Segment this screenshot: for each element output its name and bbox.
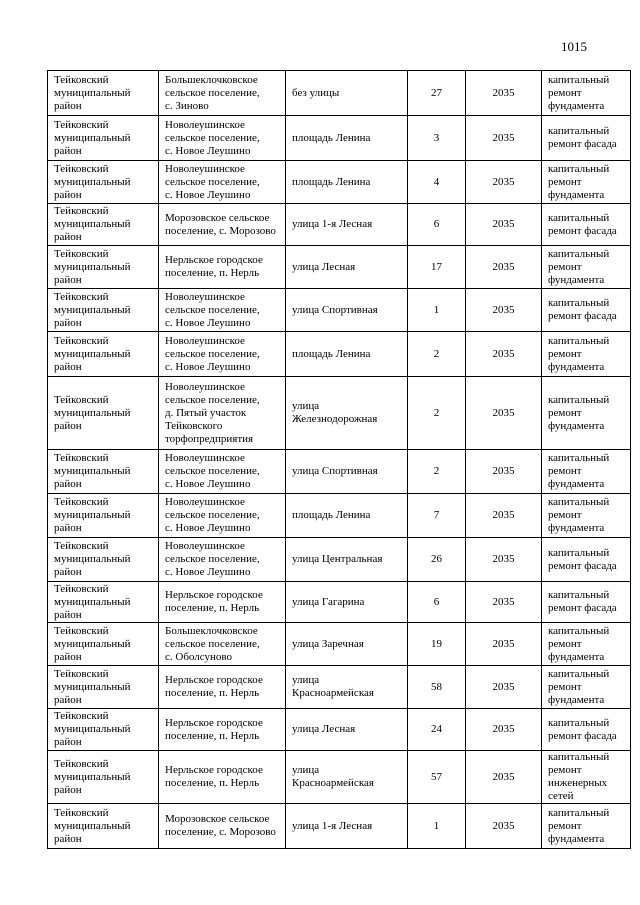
street-cell: улица Красноармейская: [286, 666, 408, 709]
work-type-cell: капитальный ремонт фундамента: [542, 450, 631, 494]
district-cell: Тейковский муниципальный район: [48, 582, 159, 623]
table-row: [48, 494, 631, 538]
work-type-cell: капитальный ремонт фасада: [542, 204, 631, 246]
settlement-cell: Нерльское городское поселение, п. Нерль: [159, 751, 286, 804]
street-cell: улица Спортивная: [286, 289, 408, 332]
table-row: [48, 204, 631, 246]
table-row: [48, 709, 631, 751]
year-cell: 2035: [466, 751, 542, 804]
year-cell: 2035: [466, 623, 542, 666]
house-number-cell: 57: [408, 751, 466, 804]
table-body: [48, 71, 631, 849]
work-type-cell: капитальный ремонт фундамента: [542, 246, 631, 289]
house-number-cell: 2: [408, 377, 466, 450]
street-cell: улица Центральная: [286, 538, 408, 582]
district-cell: Тейковский муниципальный район: [48, 161, 159, 204]
street-cell: площадь Ленина: [286, 161, 408, 204]
settlement-cell: Нерльское городское поселение, п. Нерль: [159, 666, 286, 709]
settlement-cell: Новолеушинское сельское поселение, с. Новое Леушино: [159, 289, 286, 332]
settlement-cell: Новолеушинское сельское поселение, с. Новое Леушино: [159, 161, 286, 204]
work-type-cell: капитальный ремонт фундамента: [542, 332, 631, 377]
year-cell: 2035: [466, 450, 542, 494]
house-number-cell: 7: [408, 494, 466, 538]
house-number-cell: 26: [408, 538, 466, 582]
settlement-cell: Новолеушинское сельское поселение, с. Новое Леушино: [159, 332, 286, 377]
settlement-cell: Новолеушинское сельское поселение, с. Новое Леушино: [159, 538, 286, 582]
district-cell: Тейковский муниципальный район: [48, 666, 159, 709]
table-row: [48, 246, 631, 289]
table-row: [48, 289, 631, 332]
settlement-cell: Нерльское городское поселение, п. Нерль: [159, 246, 286, 289]
table-row: [48, 666, 631, 709]
street-cell: улица Спортивная: [286, 450, 408, 494]
house-number-cell: 19: [408, 623, 466, 666]
year-cell: 2035: [466, 709, 542, 751]
year-cell: 2035: [466, 494, 542, 538]
page-number: 1015: [561, 39, 587, 54]
settlement-cell: Нерльское городское поселение, п. Нерль: [159, 709, 286, 751]
table-row: [48, 161, 631, 204]
year-cell: 2035: [466, 161, 542, 204]
buildings-table: [47, 70, 631, 849]
district-cell: Тейковский муниципальный район: [48, 494, 159, 538]
house-number-cell: 6: [408, 204, 466, 246]
settlement-cell: Большеклочковское сельское поселение, с. Зиново: [159, 71, 286, 116]
year-cell: 2035: [466, 289, 542, 332]
house-number-cell: 2: [408, 450, 466, 494]
street-cell: улица 1-я Лесная: [286, 204, 408, 246]
table-row: [48, 71, 631, 116]
house-number-cell: 17: [408, 246, 466, 289]
year-cell: 2035: [466, 116, 542, 161]
year-cell: 2035: [466, 332, 542, 377]
street-cell: улица Красноармейская: [286, 751, 408, 804]
settlement-cell: Морозовское сельское поселение, с. Морозово: [159, 204, 286, 246]
table-row: [48, 377, 631, 450]
district-cell: Тейковский муниципальный район: [48, 332, 159, 377]
table-row: [48, 116, 631, 161]
settlement-cell: Новолеушинское сельское поселение, с. Новое Леушино: [159, 450, 286, 494]
year-cell: 2035: [466, 804, 542, 849]
settlement-cell: Большеклочковское сельское поселение, с. Оболсуново: [159, 623, 286, 666]
house-number-cell: 3: [408, 116, 466, 161]
work-type-cell: капитальный ремонт фундамента: [542, 804, 631, 849]
work-type-cell: капитальный ремонт фундамента: [542, 71, 631, 116]
house-number-cell: 2: [408, 332, 466, 377]
street-cell: улица 1-я Лесная: [286, 804, 408, 849]
year-cell: 2035: [466, 377, 542, 450]
work-type-cell: капитальный ремонт фасада: [542, 709, 631, 751]
street-cell: площадь Ленина: [286, 332, 408, 377]
district-cell: Тейковский муниципальный район: [48, 377, 159, 450]
district-cell: Тейковский муниципальный район: [48, 116, 159, 161]
house-number-cell: 24: [408, 709, 466, 751]
table-row: [48, 332, 631, 377]
house-number-cell: 58: [408, 666, 466, 709]
street-cell: площадь Ленина: [286, 116, 408, 161]
work-type-cell: капитальный ремонт фундамента: [542, 666, 631, 709]
settlement-cell: Новолеушинское сельское поселение, с. Новое Леушино: [159, 116, 286, 161]
street-cell: улица Гагарина: [286, 582, 408, 623]
year-cell: 2035: [466, 71, 542, 116]
table-row: [48, 751, 631, 804]
house-number-cell: 27: [408, 71, 466, 116]
settlement-cell: Новолеушинское сельское поселение, с. Новое Леушино: [159, 494, 286, 538]
district-cell: Тейковский муниципальный район: [48, 289, 159, 332]
district-cell: Тейковский муниципальный район: [48, 709, 159, 751]
street-cell: площадь Ленина: [286, 494, 408, 538]
table-row: [48, 582, 631, 623]
year-cell: 2035: [466, 246, 542, 289]
work-type-cell: капитальный ремонт фасада: [542, 582, 631, 623]
table-row: [48, 450, 631, 494]
work-type-cell: капитальный ремонт фундамента: [542, 161, 631, 204]
work-type-cell: капитальный ремонт фасада: [542, 289, 631, 332]
district-cell: Тейковский муниципальный район: [48, 450, 159, 494]
street-cell: улица Лесная: [286, 246, 408, 289]
district-cell: Тейковский муниципальный район: [48, 623, 159, 666]
work-type-cell: капитальный ремонт фасада: [542, 538, 631, 582]
settlement-cell: Нерльское городское поселение, п. Нерль: [159, 582, 286, 623]
street-cell: улица Железнодорожная: [286, 377, 408, 450]
house-number-cell: 4: [408, 161, 466, 204]
district-cell: Тейковский муниципальный район: [48, 804, 159, 849]
house-number-cell: 1: [408, 804, 466, 849]
table-row: [48, 623, 631, 666]
work-type-cell: капитальный ремонт фундамента: [542, 377, 631, 450]
house-number-cell: 1: [408, 289, 466, 332]
street-cell: улица Заречная: [286, 623, 408, 666]
district-cell: Тейковский муниципальный район: [48, 204, 159, 246]
year-cell: 2035: [466, 204, 542, 246]
district-cell: Тейковский муниципальный район: [48, 246, 159, 289]
work-type-cell: капитальный ремонт фундамента: [542, 494, 631, 538]
year-cell: 2035: [466, 538, 542, 582]
street-cell: без улицы: [286, 71, 408, 116]
year-cell: 2035: [466, 582, 542, 623]
district-cell: Тейковский муниципальный район: [48, 71, 159, 116]
table-row: [48, 804, 631, 849]
work-type-cell: капитальный ремонт инженерных сетей: [542, 751, 631, 804]
settlement-cell: Морозовское сельское поселение, с. Морозово: [159, 804, 286, 849]
district-cell: Тейковский муниципальный район: [48, 538, 159, 582]
house-number-cell: 6: [408, 582, 466, 623]
work-type-cell: капитальный ремонт фасада: [542, 116, 631, 161]
year-cell: 2035: [466, 666, 542, 709]
district-cell: Тейковский муниципальный район: [48, 751, 159, 804]
settlement-cell: Новолеушинское сельское поселение, д. Пятый участок Тейковского торфопредприятия: [159, 377, 286, 450]
table-row: [48, 538, 631, 582]
street-cell: улица Лесная: [286, 709, 408, 751]
work-type-cell: капитальный ремонт фундамента: [542, 623, 631, 666]
